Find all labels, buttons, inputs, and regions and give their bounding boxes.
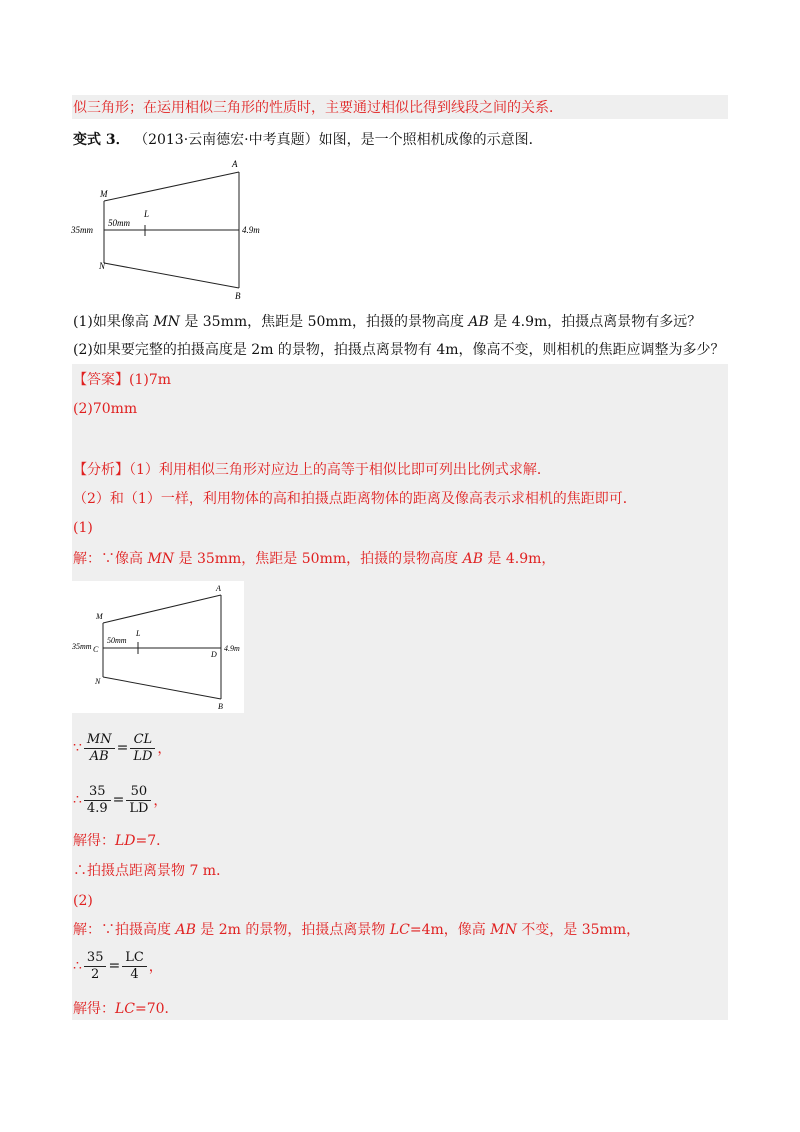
solution-1-part-label: (1) bbox=[73, 520, 93, 536]
fig1-label-B: B bbox=[235, 291, 241, 300]
fig1-left-length: 35mm bbox=[71, 225, 93, 235]
fig1-right-length: 4.9m bbox=[242, 225, 260, 235]
fig2-label-L: L bbox=[136, 629, 141, 638]
variant-label: 变式 3． bbox=[73, 132, 130, 148]
solution-1-result: 解得：LD=7． bbox=[73, 833, 171, 849]
fig1-label-A: A bbox=[232, 159, 238, 169]
variant-source: （2013·云南德宏·中考真题）如图，是一个照相机成像的示意图． bbox=[134, 132, 543, 148]
fig2-label-D: D bbox=[211, 650, 217, 659]
fig1-focal-length: 50mm bbox=[108, 218, 130, 228]
variant-title bbox=[73, 130, 543, 150]
answer-label: 【答案】 bbox=[73, 372, 129, 388]
fig2-label-C: C bbox=[93, 645, 99, 654]
fig2-label-M: M bbox=[96, 612, 103, 621]
solution-2-given: 解：∵拍摄高度 AB 是 2m 的景物，拍摄点离景物 LC=4m，像高 MN 不变，是 35mm， bbox=[73, 922, 641, 938]
fig2-label-A: A bbox=[216, 584, 221, 593]
fig1-label-N: N bbox=[99, 261, 106, 271]
answer-line-2: (2)70mm bbox=[73, 401, 138, 417]
fig2-right-length: 4.9m bbox=[224, 644, 240, 653]
fig2-label-N: N bbox=[95, 677, 101, 686]
camera-diagram-1 bbox=[70, 155, 280, 300]
fig1-label-M: M bbox=[100, 189, 108, 199]
solution-2-part-label: (2) bbox=[73, 893, 93, 909]
solution-1-given: 解：∵像高 MN 是 35mm，焦距是 50mm，拍摄的景物高度 AB 是 4.9m， bbox=[73, 551, 556, 567]
answer-1: (1)7m bbox=[129, 372, 172, 388]
answer-line-1 bbox=[73, 370, 171, 390]
analysis-line-2: （2）和（1）一样，利用物体的高和拍摄点距离物体的距离及像高表示求相机的焦距即可． bbox=[73, 491, 637, 507]
camera-diagram-2 bbox=[72, 581, 244, 713]
fig2-focal-length: 50mm bbox=[107, 636, 127, 645]
fig2-label-B: B bbox=[218, 702, 223, 711]
solution-2-equation: ∴ $\frac{35}{2}$ = $\frac{LC}{4}$ ， bbox=[73, 949, 163, 982]
analysis-label: 【分析】 bbox=[73, 462, 129, 478]
solution-1-equation-2: ∴ $\frac{35}{4.9}$ = $\frac{50}{LD}$ ， bbox=[73, 783, 168, 816]
solution-1-conclusion: ∴拍摄点距离景物 7 m． bbox=[73, 863, 231, 879]
question-1: (1)如果像高 MN 是 35mm，焦距是 50mm，拍摄的景物高度 AB 是 4.9m，拍摄点离景物有多远？ bbox=[73, 314, 702, 330]
intro-line: 似三角形；在运用相似三角形的性质时，主要通过相似比得到线段之间的关系． bbox=[73, 100, 563, 116]
solution-1-equation-1: ∵ $\frac{MN}{AB}$ = $\frac{CL}{LD}$ ， bbox=[73, 731, 172, 764]
question-2: (2)如果要完整的拍摄高度是 2m 的景物，拍摄点离景物有 4m，像高不变，则相机的焦距应调整为多少？ bbox=[73, 342, 725, 358]
fig1-label-L: L bbox=[144, 209, 150, 219]
fig2-left-length: 35mm bbox=[72, 642, 92, 651]
solution-2-result: 解得：LC=70． bbox=[73, 1001, 179, 1017]
analysis-line-1: 【分析】（1）利用相似三角形对应边上的高等于相似比即可列出比例式求解． bbox=[73, 462, 551, 478]
